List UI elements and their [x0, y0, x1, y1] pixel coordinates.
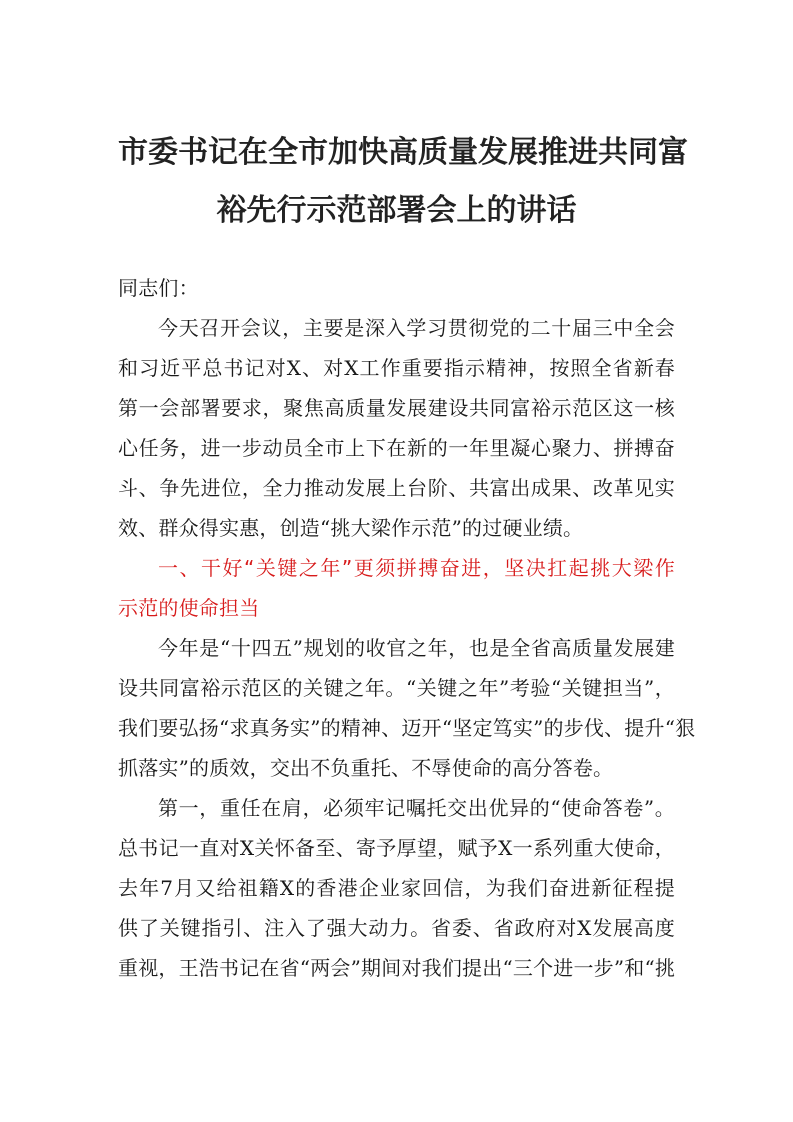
- paragraph-line: 去年7月又给祖籍X的香港企业家回信，为我们奋进新征程提: [118, 876, 675, 900]
- title-line: 市委书记在全市加快高质量发展推进共同富: [118, 135, 688, 170]
- paragraph-line: 供了关键指引、注入了强大动力。省委、省政府对X发展高度: [118, 916, 675, 940]
- paragraph-line: 第一会部署要求，聚焦高质量发展建设共同富裕示范区这一核: [118, 396, 675, 420]
- paragraph-line: 第一，重任在肩，必须牢记嘱托交出优异的“使命答卷”。: [158, 796, 675, 820]
- heading-line: 示范的使命担当: [118, 596, 260, 620]
- paragraph-line: 效、群众得实惠，创造“挑大梁作示范”的过硬业绩。: [118, 516, 584, 540]
- paragraph-line: 设共同富裕示范区的关键之年。“关键之年”考验“关键担当”，: [118, 676, 675, 700]
- paragraph-intro: [118, 308, 675, 548]
- paragraph-line: 总书记一直对X关怀备至、寄予厚望，赋予X一系列重大使命，: [118, 836, 675, 860]
- heading-line: 一、干好“关键之年”更须拼搏奋进，坚决扛起挑大梁作: [158, 556, 675, 580]
- paragraph-first-point: [118, 788, 675, 988]
- paragraph-line: 我们要弘扬“求真务实”的精神、迈开“坚定笃实”的步伐、提升“狠: [118, 716, 696, 740]
- paragraph-line: 斗、争先进位，全力推动发展上台阶、共富出成果、改革见实: [118, 476, 675, 500]
- title-line: 裕先行示范部署会上的讲话: [216, 193, 577, 228]
- salutation: 同志们：: [118, 276, 199, 300]
- document-title: [118, 0, 688, 240]
- document-body: [118, 268, 696, 988]
- paragraph-line: 今年是“十四五”规划的收官之年，也是全省高质量发展建: [158, 636, 675, 660]
- paragraph-key-year: [118, 628, 696, 788]
- paragraph-line: 和习近平总书记对X、对X工作重要指示精神，按照全省新春: [118, 356, 675, 380]
- paragraph-line: 重视，王浩书记在省“两会”期间对我们提出“三个进一步”和“挑: [118, 956, 676, 980]
- section-heading: [118, 548, 675, 628]
- paragraph-line: 心任务，进一步动员全市上下在新的一年里凝心聚力、拼搏奋: [118, 436, 675, 460]
- paragraph-line: 今天召开会议，主要是深入学习贯彻党的二十届三中全会: [158, 316, 675, 340]
- paragraph-line: 抓落实”的质效，交出不负重托、不辱使命的高分答卷。: [118, 756, 614, 780]
